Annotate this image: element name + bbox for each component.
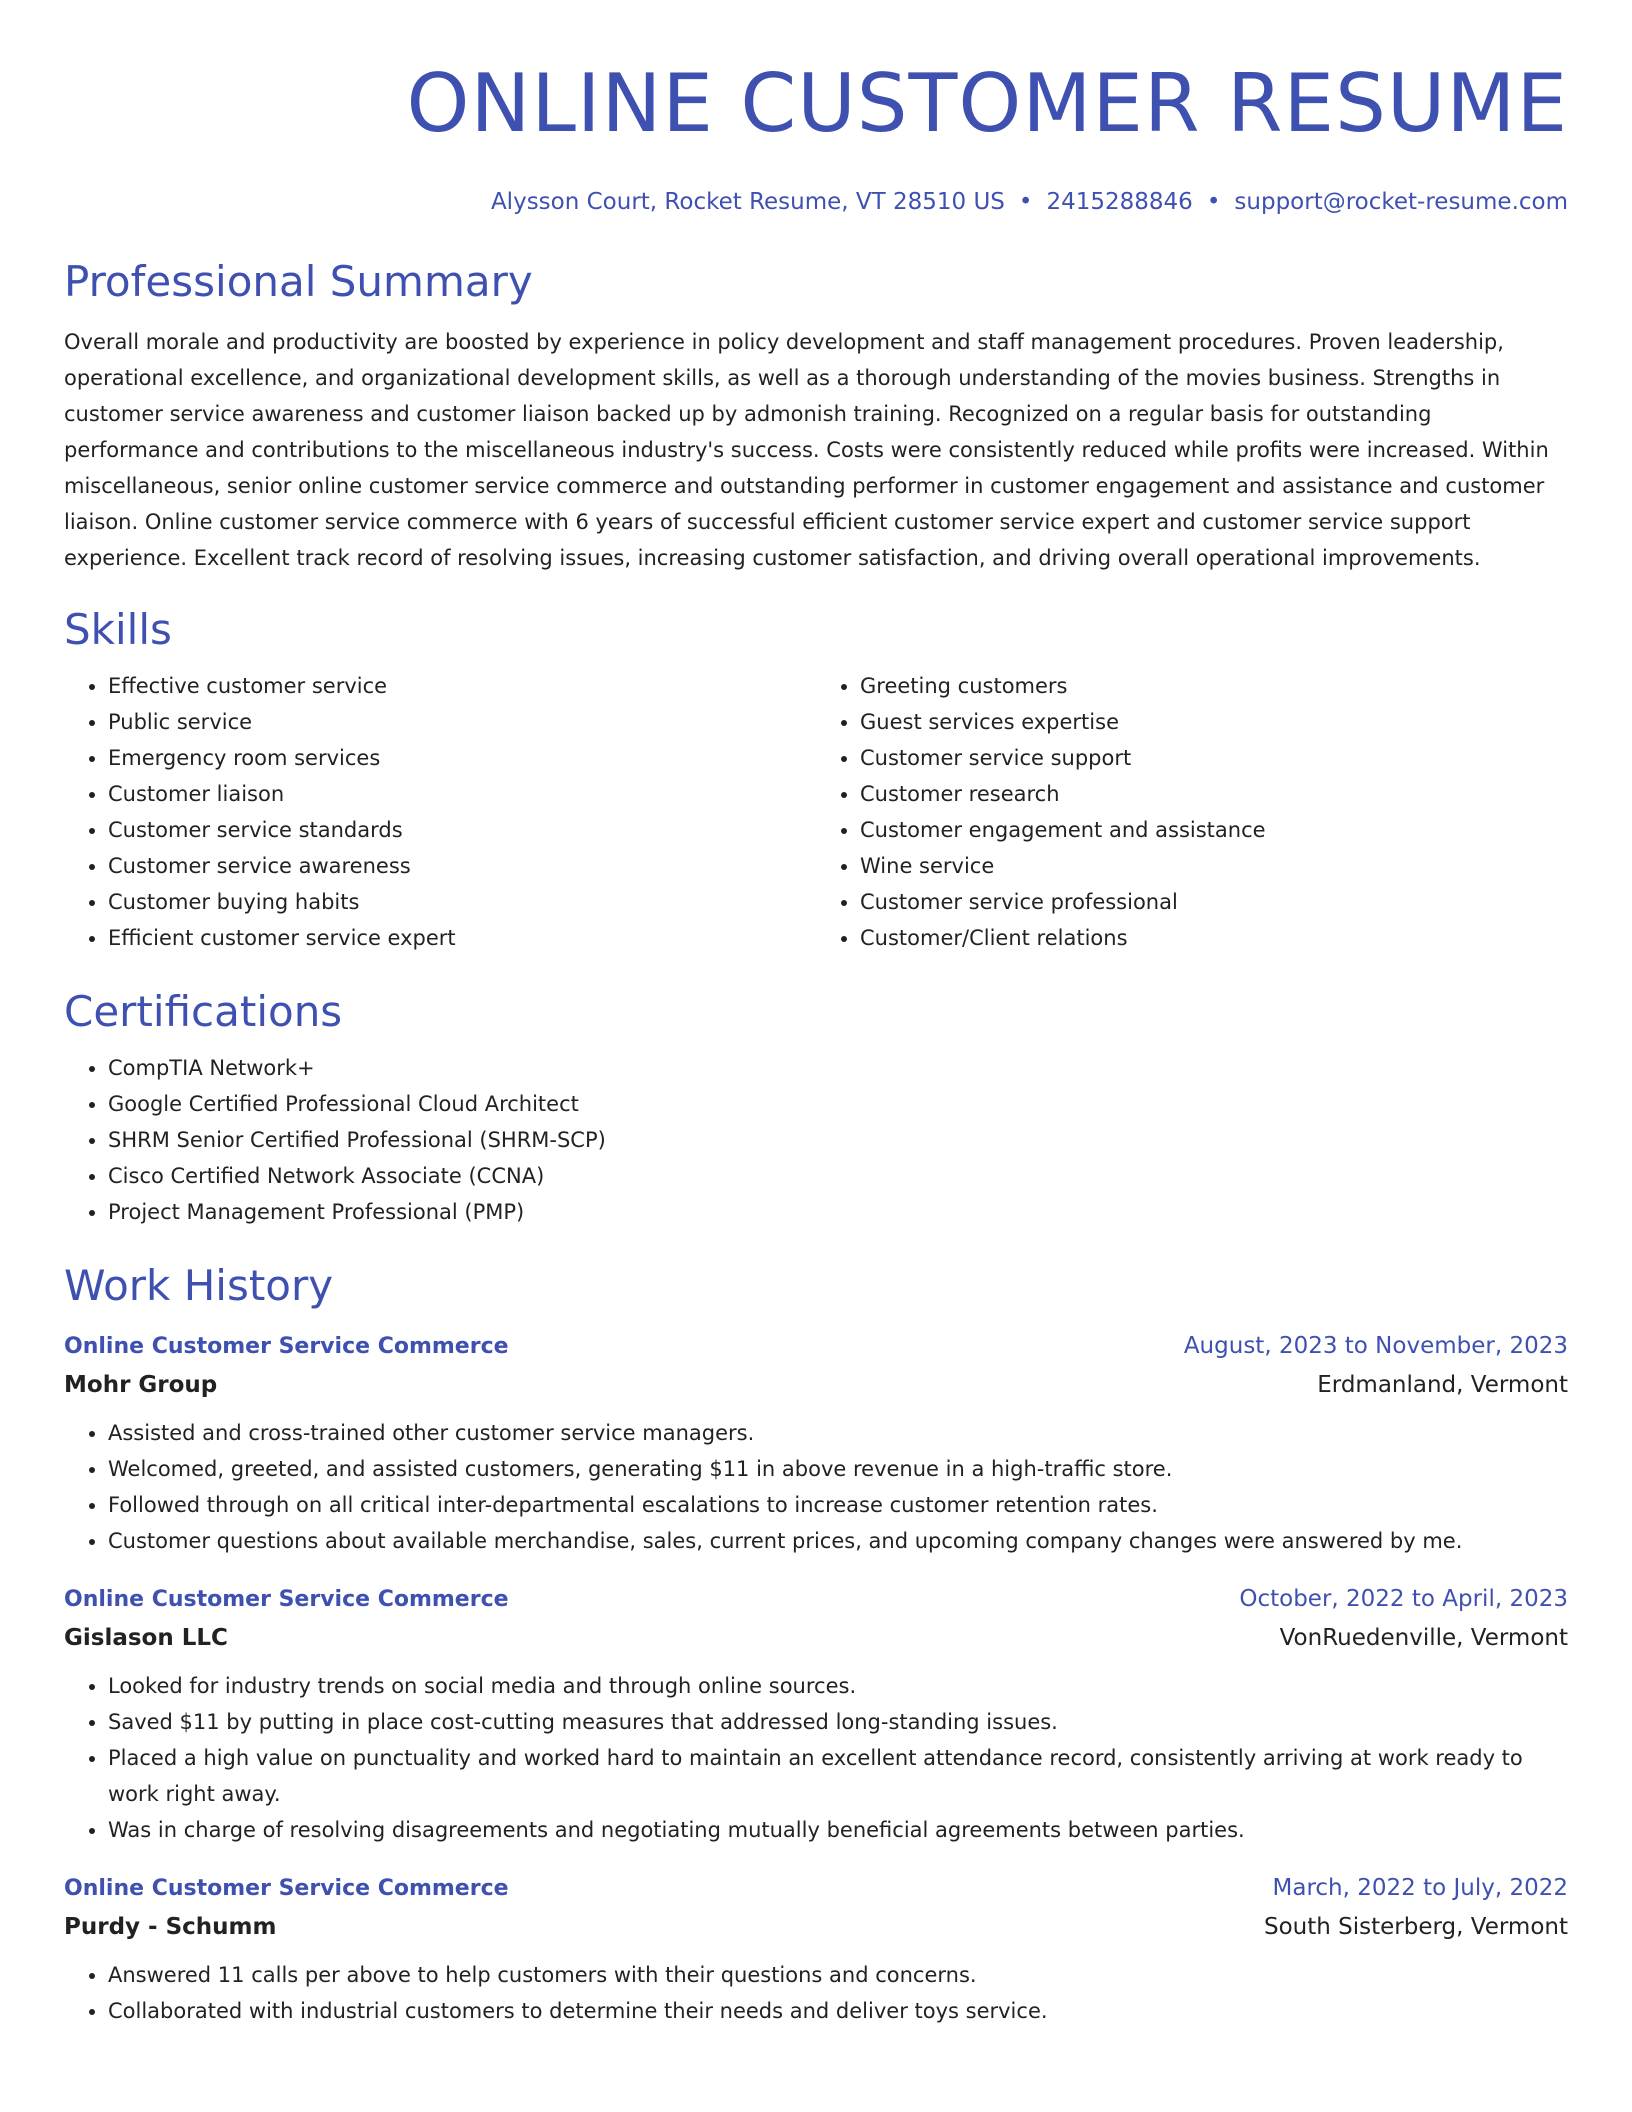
- skill-item: • Customer service support: [860, 740, 1568, 776]
- skills-heading: Skills: [64, 605, 172, 654]
- resume-header: [64, 0, 1568, 218]
- skill-item: • Customer service standards: [108, 812, 816, 848]
- job-dates: October, 2022 to April, 2023: [1239, 1586, 1568, 1612]
- separator-dot: •: [1206, 189, 1221, 215]
- job-bullet: • Looked for industry trends on social media and through online sources.: [108, 1668, 1568, 1704]
- job-title-row: [64, 1870, 1568, 1907]
- job-bullets: [64, 1957, 1568, 2029]
- job-bullet: • Placed a high value on punctuality and worked hard to maintain an excellent attendance record, consistently arriving at work ready to work right away.: [108, 1740, 1568, 1812]
- skill-item: • Customer/Client relations: [860, 920, 1568, 956]
- job-entry: [64, 1870, 1568, 2029]
- skill-item: • Effective customer service: [108, 668, 816, 704]
- skills-list-left: [64, 668, 816, 956]
- skill-item: • Greeting customers: [860, 668, 1568, 704]
- skill-item: • Efficient customer service expert: [108, 920, 816, 956]
- job-title-row: [64, 1581, 1568, 1618]
- certification-item: • SHRM Senior Certified Professional (SHRM-SCP): [108, 1122, 1568, 1158]
- job-company-row: [64, 1907, 1568, 1947]
- summary-heading: Professional Summary: [64, 257, 533, 306]
- job-company: Mohr Group: [64, 1372, 218, 1398]
- summary-text: Overall morale and productivity are boosted by experience in policy development and staff management procedures. Proven leadership, operational excellence, and organizational development skills, as well as a thorough understanding of the movies business. Strengths in customer service awareness and customer liaison backed up by admonish training. Recognized on a regular basis for outstanding performance and contributions to the miscellaneous industry's success. Costs were consistently reduced while profits were increased. Within miscellaneous, senior online customer service commerce and outstanding performer in customer engagement and assistance and customer liaison. Online customer service commerce with 6 years of successful efficient customer service expert and customer service support experience. Excellent track record of resolving issues, increasing customer satisfaction, and driving overall operational improvements.: [64, 330, 1549, 570]
- job-company-row: [64, 1618, 1568, 1658]
- job-bullet: • Assisted and cross-trained other customer service managers.: [108, 1415, 1568, 1451]
- separator-dot: •: [1018, 189, 1033, 215]
- job-location: Erdmanland, Vermont: [1317, 1372, 1568, 1398]
- certification-item: • Project Management Professional (PMP): [108, 1194, 1568, 1230]
- skill-item: • Customer buying habits: [108, 884, 816, 920]
- work-history-heading: Work History: [64, 1261, 334, 1310]
- job-title: Online Customer Service Commerce: [64, 1876, 509, 1901]
- certifications-heading: Certifications: [64, 987, 343, 1036]
- certification-item: • Google Certified Professional Cloud Architect: [108, 1086, 1568, 1122]
- certifications-list: [64, 1050, 1568, 1230]
- job-bullet: • Collaborated with industrial customers to determine their needs and deliver toys service.: [108, 1993, 1568, 2029]
- skill-item: • Customer service professional: [860, 884, 1568, 920]
- job-location: VonRuedenville, Vermont: [1279, 1625, 1568, 1651]
- job-entry: [64, 1328, 1568, 1559]
- skill-item: • Emergency room services: [108, 740, 816, 776]
- job-bullets: [64, 1415, 1568, 1559]
- job-company-row: [64, 1365, 1568, 1405]
- skill-item: • Wine service: [860, 848, 1568, 884]
- contact-line: [64, 186, 1568, 218]
- email-link[interactable]: support@rocket-resume.com: [1234, 189, 1568, 215]
- job-bullets: [64, 1668, 1568, 1848]
- skill-item: • Customer research: [860, 776, 1568, 812]
- job-title: Online Customer Service Commerce: [64, 1334, 509, 1359]
- job-dates: March, 2022 to July, 2022: [1272, 1875, 1568, 1901]
- job-title: Online Customer Service Commerce: [64, 1587, 509, 1612]
- address: Alysson Court, Rocket Resume, VT 28510 US: [490, 189, 1005, 215]
- phone: 2415288846: [1046, 189, 1193, 215]
- resume-name: ONLINE CUSTOMER RESUME: [406, 57, 1568, 150]
- job-title-row: [64, 1328, 1568, 1365]
- skills-grid: [64, 668, 1568, 956]
- skill-item: • Customer service awareness: [108, 848, 816, 884]
- job-bullet: • Answered 11 calls per above to help customers with their questions and concerns.: [108, 1957, 1568, 1993]
- skill-item: • Public service: [108, 704, 816, 740]
- skill-item: • Guest services expertise: [860, 704, 1568, 740]
- certification-item: • Cisco Certified Network Associate (CCNA): [108, 1158, 1568, 1194]
- job-company: Purdy - Schumm: [64, 1914, 277, 1940]
- job-location: South Sisterberg, Vermont: [1264, 1914, 1568, 1940]
- job-dates: August, 2023 to November, 2023: [1183, 1333, 1568, 1359]
- job-bullet: • Followed through on all critical inter-departmental escalations to increase customer retention rates.: [108, 1487, 1568, 1523]
- skill-item: • Customer engagement and assistance: [860, 812, 1568, 848]
- job-entry: [64, 1581, 1568, 1848]
- skills-list-right: [816, 668, 1568, 956]
- job-bullet: • Customer questions about available merchandise, sales, current prices, and upcoming company changes were answered by me.: [108, 1523, 1568, 1559]
- job-company: Gislason LLC: [64, 1625, 228, 1651]
- job-bullet: • Saved $11 by putting in place cost-cutting measures that addressed long-standing issues.: [108, 1704, 1568, 1740]
- certification-item: • CompTIA Network+: [108, 1050, 1568, 1086]
- skill-item: • Customer liaison: [108, 776, 816, 812]
- job-bullet: • Welcomed, greeted, and assisted customers, generating $11 in above revenue in a high-traffic store.: [108, 1451, 1568, 1487]
- job-bullet: • Was in charge of resolving disagreements and negotiating mutually beneficial agreements between parties.: [108, 1812, 1568, 1848]
